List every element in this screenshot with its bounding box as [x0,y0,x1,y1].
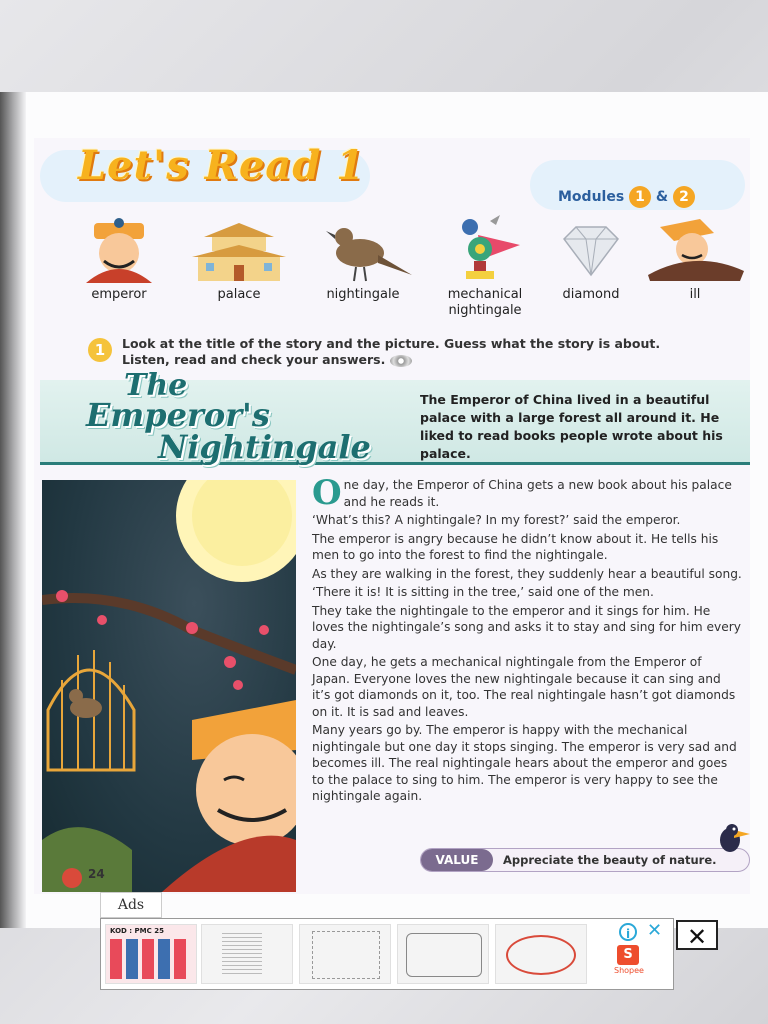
drop-cap: O [312,473,342,513]
palace-icon [184,215,294,285]
vocab-item-ill [640,215,750,325]
instruction-number-badge: 1 [88,338,112,362]
night-scene-illustration [42,480,296,892]
audio-cd-icon[interactable] [390,355,412,367]
ill-emperor-icon [640,215,750,285]
bird-icon [308,215,418,285]
ad-thumbnail[interactable] [201,924,293,984]
story-paragraph [312,473,742,513]
vocab-word: ill [689,287,701,302]
story-text [312,473,742,807]
ad-thumb-lines [222,933,262,975]
ad-thumbnail[interactable] [299,924,391,984]
vocab-word: palace [217,287,261,302]
ad-thumbnail[interactable] [495,924,587,984]
module-badge-1: 1 [629,186,651,208]
story-paragraph: The emperor is angry because he didn’t know about it. He tells his men to go into the forest to find the nightingale. [312,531,719,562]
modules-label [558,184,695,210]
ads-bar [100,918,674,990]
emperor-icon [64,215,174,285]
diamond-icon [536,215,646,285]
page-number: 24 [88,867,105,881]
ad-thumb-diagram [406,933,482,977]
instruction-text: Look at the title of the story and the picture. Guess what the story is about. Listen, read and check your answers. [122,336,661,367]
story-title [80,368,410,468]
story-paragraph: ‘What’s this? A nightingale? In my forest?’ said the emperor. [312,513,681,527]
value-box [420,848,750,872]
ad-thumb-diagram [506,935,576,975]
ad-thumbnail[interactable] [105,924,197,984]
vocab-item-diamond [536,215,646,325]
story-paragraph: ‘There it is! It is sitting in the tree,’ said one of the men. [312,585,654,599]
ad-thumbnail[interactable] [397,924,489,984]
instruction-block [122,336,712,368]
story-title-line-2: Emperor's [86,396,270,434]
story-first-paragraph: ne day, the Emperor of China gets a new book about his palace and he reads it. [343,478,732,509]
ad-thumb-text: KOD : PMC 25 [110,927,164,935]
close-ads-button[interactable]: ✕ [676,920,718,950]
book-spine-shadow [0,92,26,928]
vocab-item-emperor [64,215,174,325]
mechanical-bird-icon [430,215,540,285]
ads-label: Ads [100,892,162,918]
shopee-label: Shopee [614,966,644,975]
story-illustration [42,480,296,892]
story-intro: The Emperor of China lived in a beautiful palace with a large forest all around it. He liked to read books people wrote about his palace. [420,392,723,461]
modules-amp: & [655,189,669,205]
story-paragraph: As they are walking in the forest, they suddenly hear a beautiful song. [312,566,742,581]
toucan-icon [712,816,750,856]
story-paragraph: They take the nightingale to the emperor and it sings for him. He loves the nightingale’s song and asks it to stay and sing for him every day. [312,603,741,651]
vocab-word: diamond [562,287,620,302]
vocab-item-palace [184,215,294,325]
ad-thumb-diagram [312,931,380,979]
vocab-item-mechanical-nightingale [430,215,540,325]
vocab-word: mechanical nightingale [447,287,523,318]
ad-thumb-pattern [110,939,190,979]
value-text: Appreciate the beauty of nature. [503,853,717,867]
ad-info-icon[interactable]: i [619,923,637,941]
page-title: Let's Read 1 [78,142,366,189]
vocab-item-nightingale [308,215,418,325]
modules-text: Modules [558,189,625,205]
story-paragraph: One day, he gets a mechanical nightingale from the Emperor of Japan. Everyone loves the new nightingale because it can sing and it’s got diamonds on it, too. The real nightingale hasn’t got diamonds on it. It is sad and leaves. [312,655,736,719]
ad-close-icon[interactable]: ✕ [647,920,663,941]
vocab-word: emperor [91,287,147,302]
shopee-bag-icon[interactable]: S [617,945,639,965]
value-label: VALUE [421,849,493,871]
module-badge-2: 2 [673,186,695,208]
story-title-line-3: Nightingale [158,428,371,466]
vocab-word: nightingale [326,287,400,302]
story-title-line-1: The [124,368,188,403]
story-paragraph: Many years go by. The emperor is happy with the mechanical nightingale but one day it stops singing. The emperor is very sad and becomes ill. The real nightingale hears about the emperor and goes to the palace to sing to him. The emperor is very happy to see the nightingale again. [312,723,737,803]
